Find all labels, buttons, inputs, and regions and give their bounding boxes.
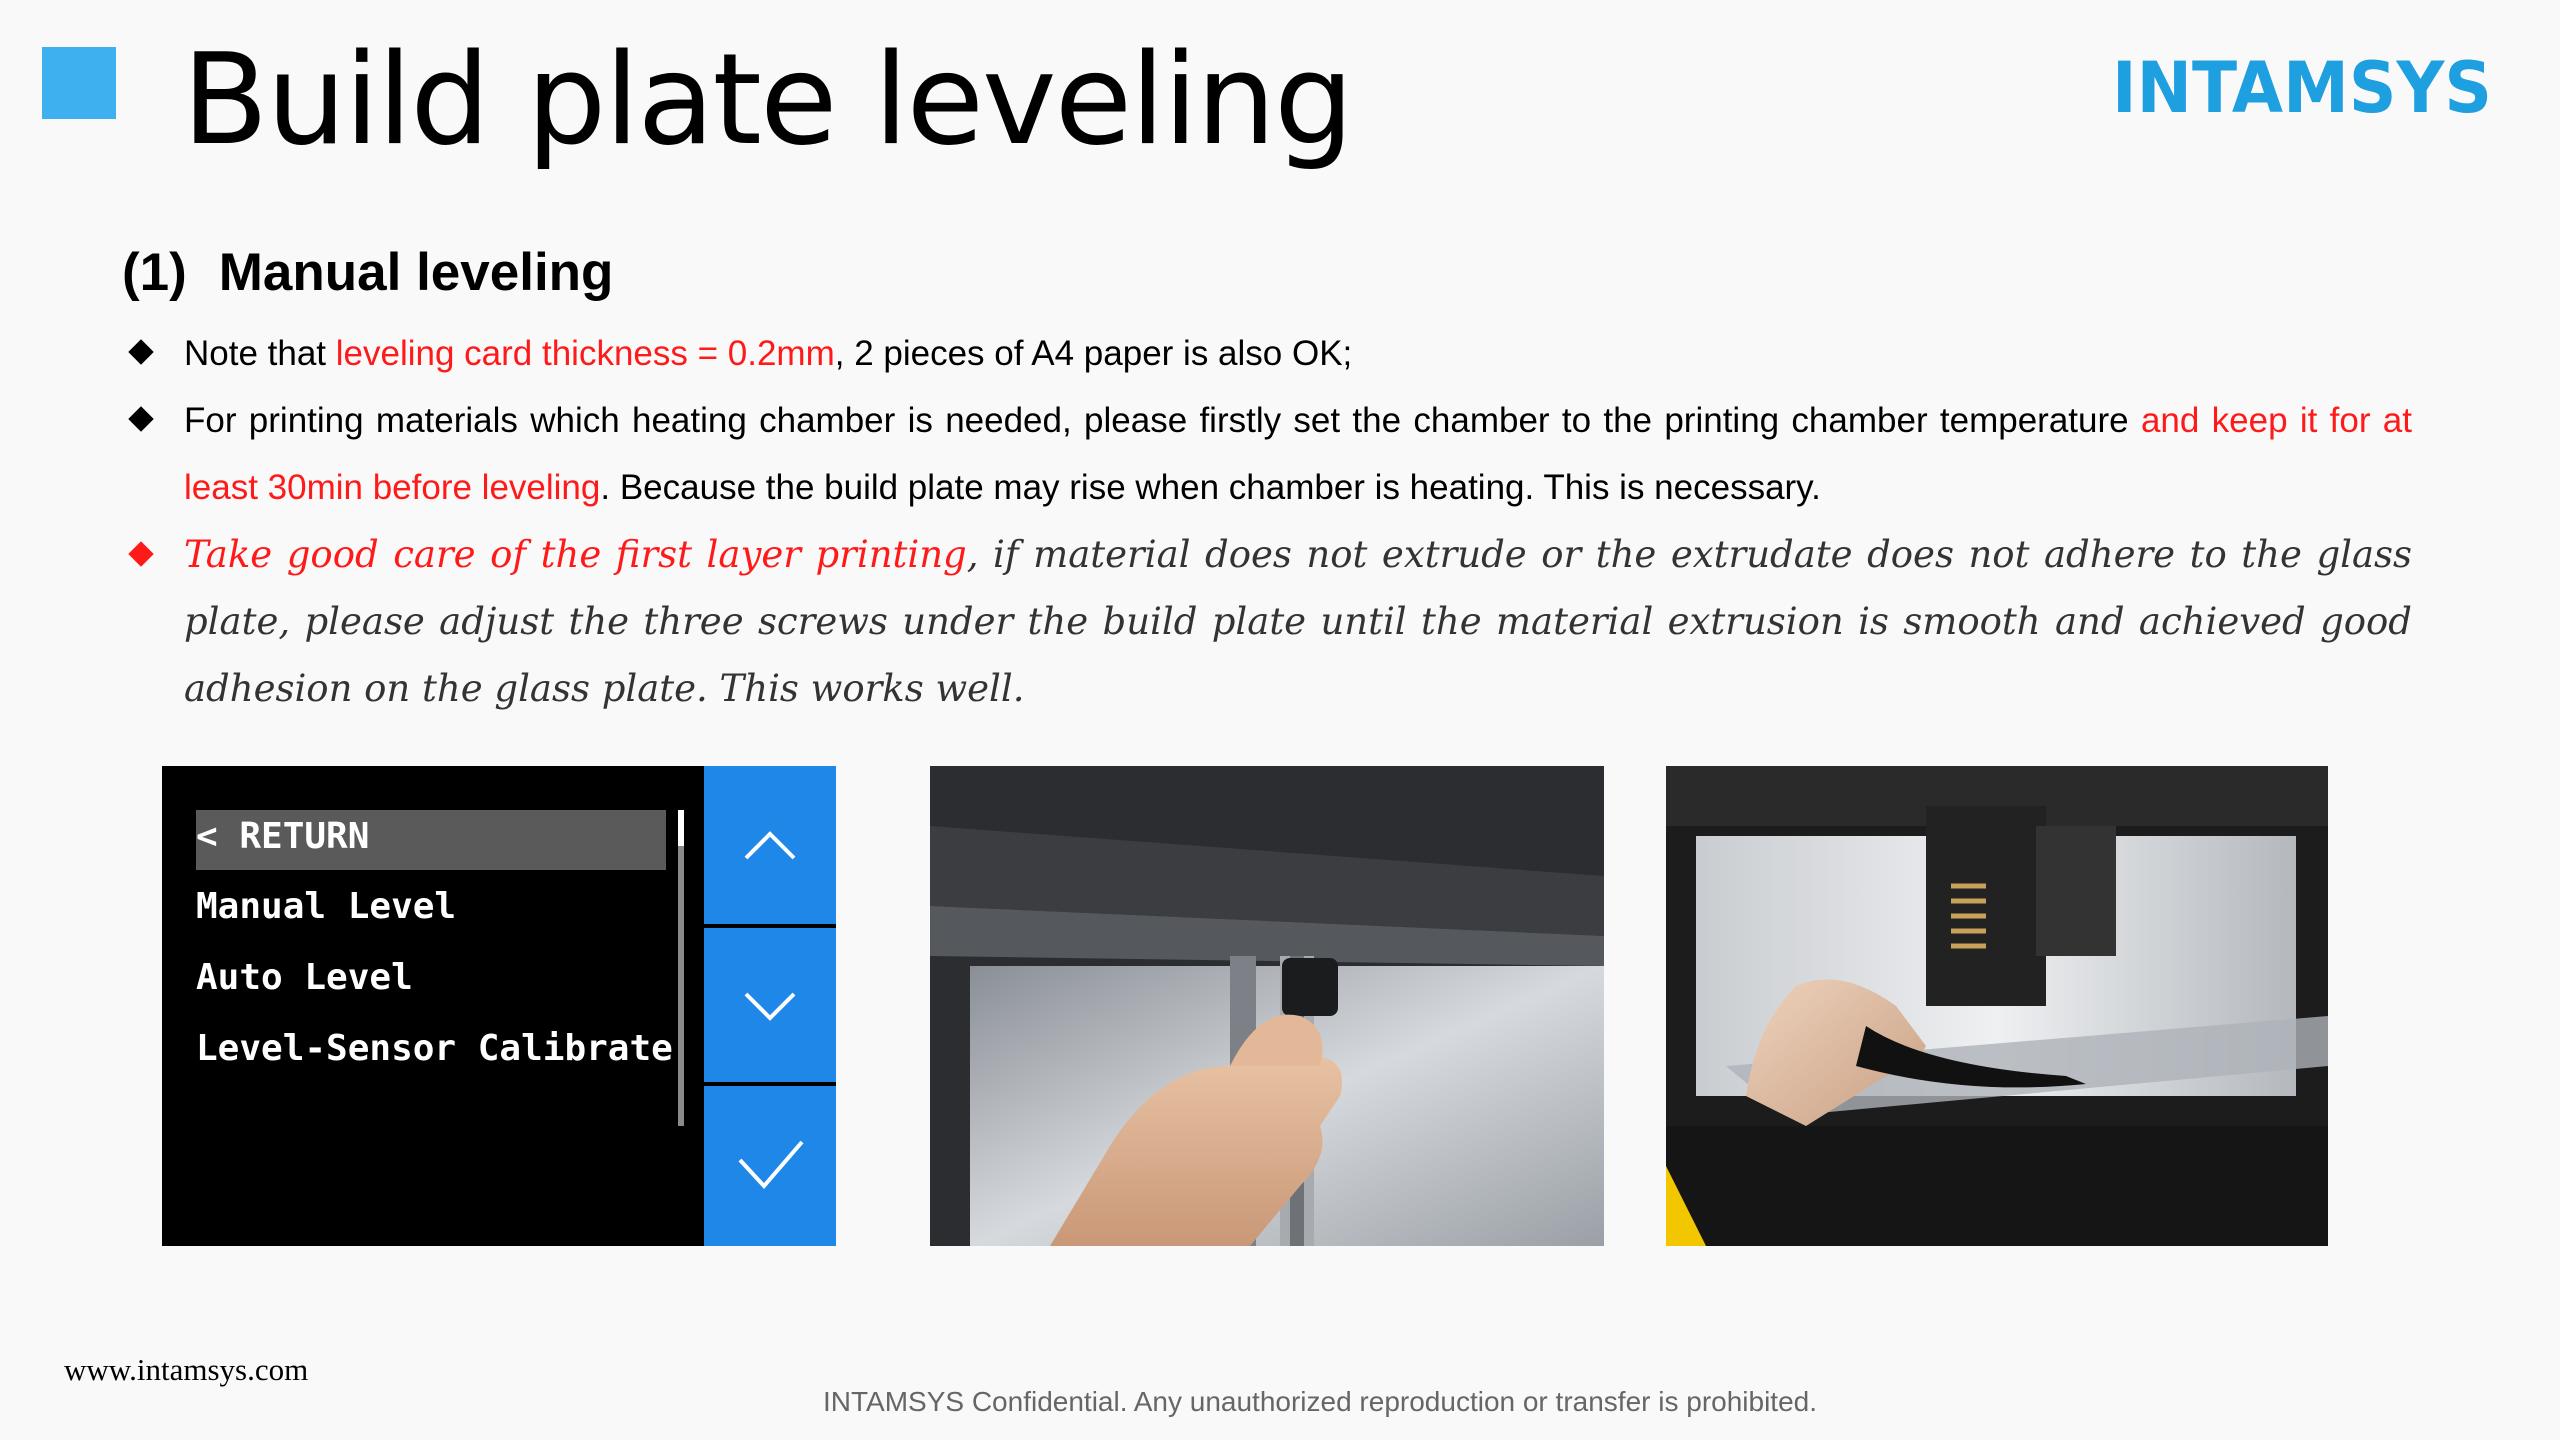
- chevron-down-icon: [746, 994, 794, 1018]
- diamond-bullet-icon: [128, 339, 153, 364]
- print-head: [1926, 806, 2046, 1006]
- section-heading: [122, 242, 613, 303]
- scrollbar-thumb: [678, 810, 684, 846]
- confidential-notice: INTAMSYS Confidential. Any unauthorized reproduction or transfer is prohibited.: [823, 1386, 1817, 1417]
- website-url: www.intamsys.com: [64, 1352, 309, 1387]
- screw-knob: [1282, 958, 1338, 1016]
- printer-screen-image: [162, 766, 836, 1246]
- menu-item-auto-level: Auto Level: [196, 957, 413, 998]
- bullet-paper-thickness: Note that leveling card thickness = 0.2mm, 2 pieces of A4 paper is also OK;: [122, 320, 2412, 387]
- page-title: Build plate leveling: [182, 26, 1352, 173]
- bullet-list: [122, 320, 2412, 722]
- highlight-text: and keep it for at least 30min before leveling: [184, 401, 2412, 507]
- section-title: Manual leveling: [218, 243, 614, 302]
- highlight-text: leveling card thickness = 0.2mm: [335, 334, 835, 373]
- intamsys-logo: [2110, 48, 2494, 122]
- highlight-text: Take good care of the first layer printing: [184, 533, 967, 576]
- bullet-first-layer: Take good care of the first layer printing, if material does not extrude or the extrudate does not adhere to the glass plate, please adjust the three screws under the build plate until the material extrusion is smooth and achieved good adhesion on the glass plate. This works well.: [122, 521, 2412, 722]
- down-button: [704, 928, 836, 1082]
- title-accent-square: [42, 47, 116, 119]
- chevron-up-icon: [746, 834, 794, 858]
- screw-adjustment-photo: [930, 766, 1604, 1246]
- checkmark-icon: [740, 1142, 802, 1186]
- menu-item-level-sensor-calibrate: Level-Sensor Calibrate: [196, 1028, 673, 1069]
- svg-text:INTAMSYS: INTAMSYS: [2112, 48, 2492, 122]
- section-number: (1): [122, 243, 187, 302]
- confirm-button: [704, 1086, 836, 1246]
- up-button: [704, 766, 836, 924]
- red-diamond-bullet-icon: [128, 541, 153, 566]
- scrollbar-track: [678, 846, 684, 1126]
- menu-item-manual-level: Manual Level: [196, 886, 457, 927]
- bullet-chamber-heating: For printing materials which heating chamber is needed, please firstly set the chamber to the printing chamber temperature and keep it for at least 30min before leveling. Because the build plate may rise when chamber is heating. This is necessary.: [122, 387, 2412, 521]
- leveling-card-photo: [1666, 766, 2328, 1246]
- diamond-bullet-icon: [128, 406, 153, 431]
- menu-item-return: < RETURN: [196, 816, 370, 857]
